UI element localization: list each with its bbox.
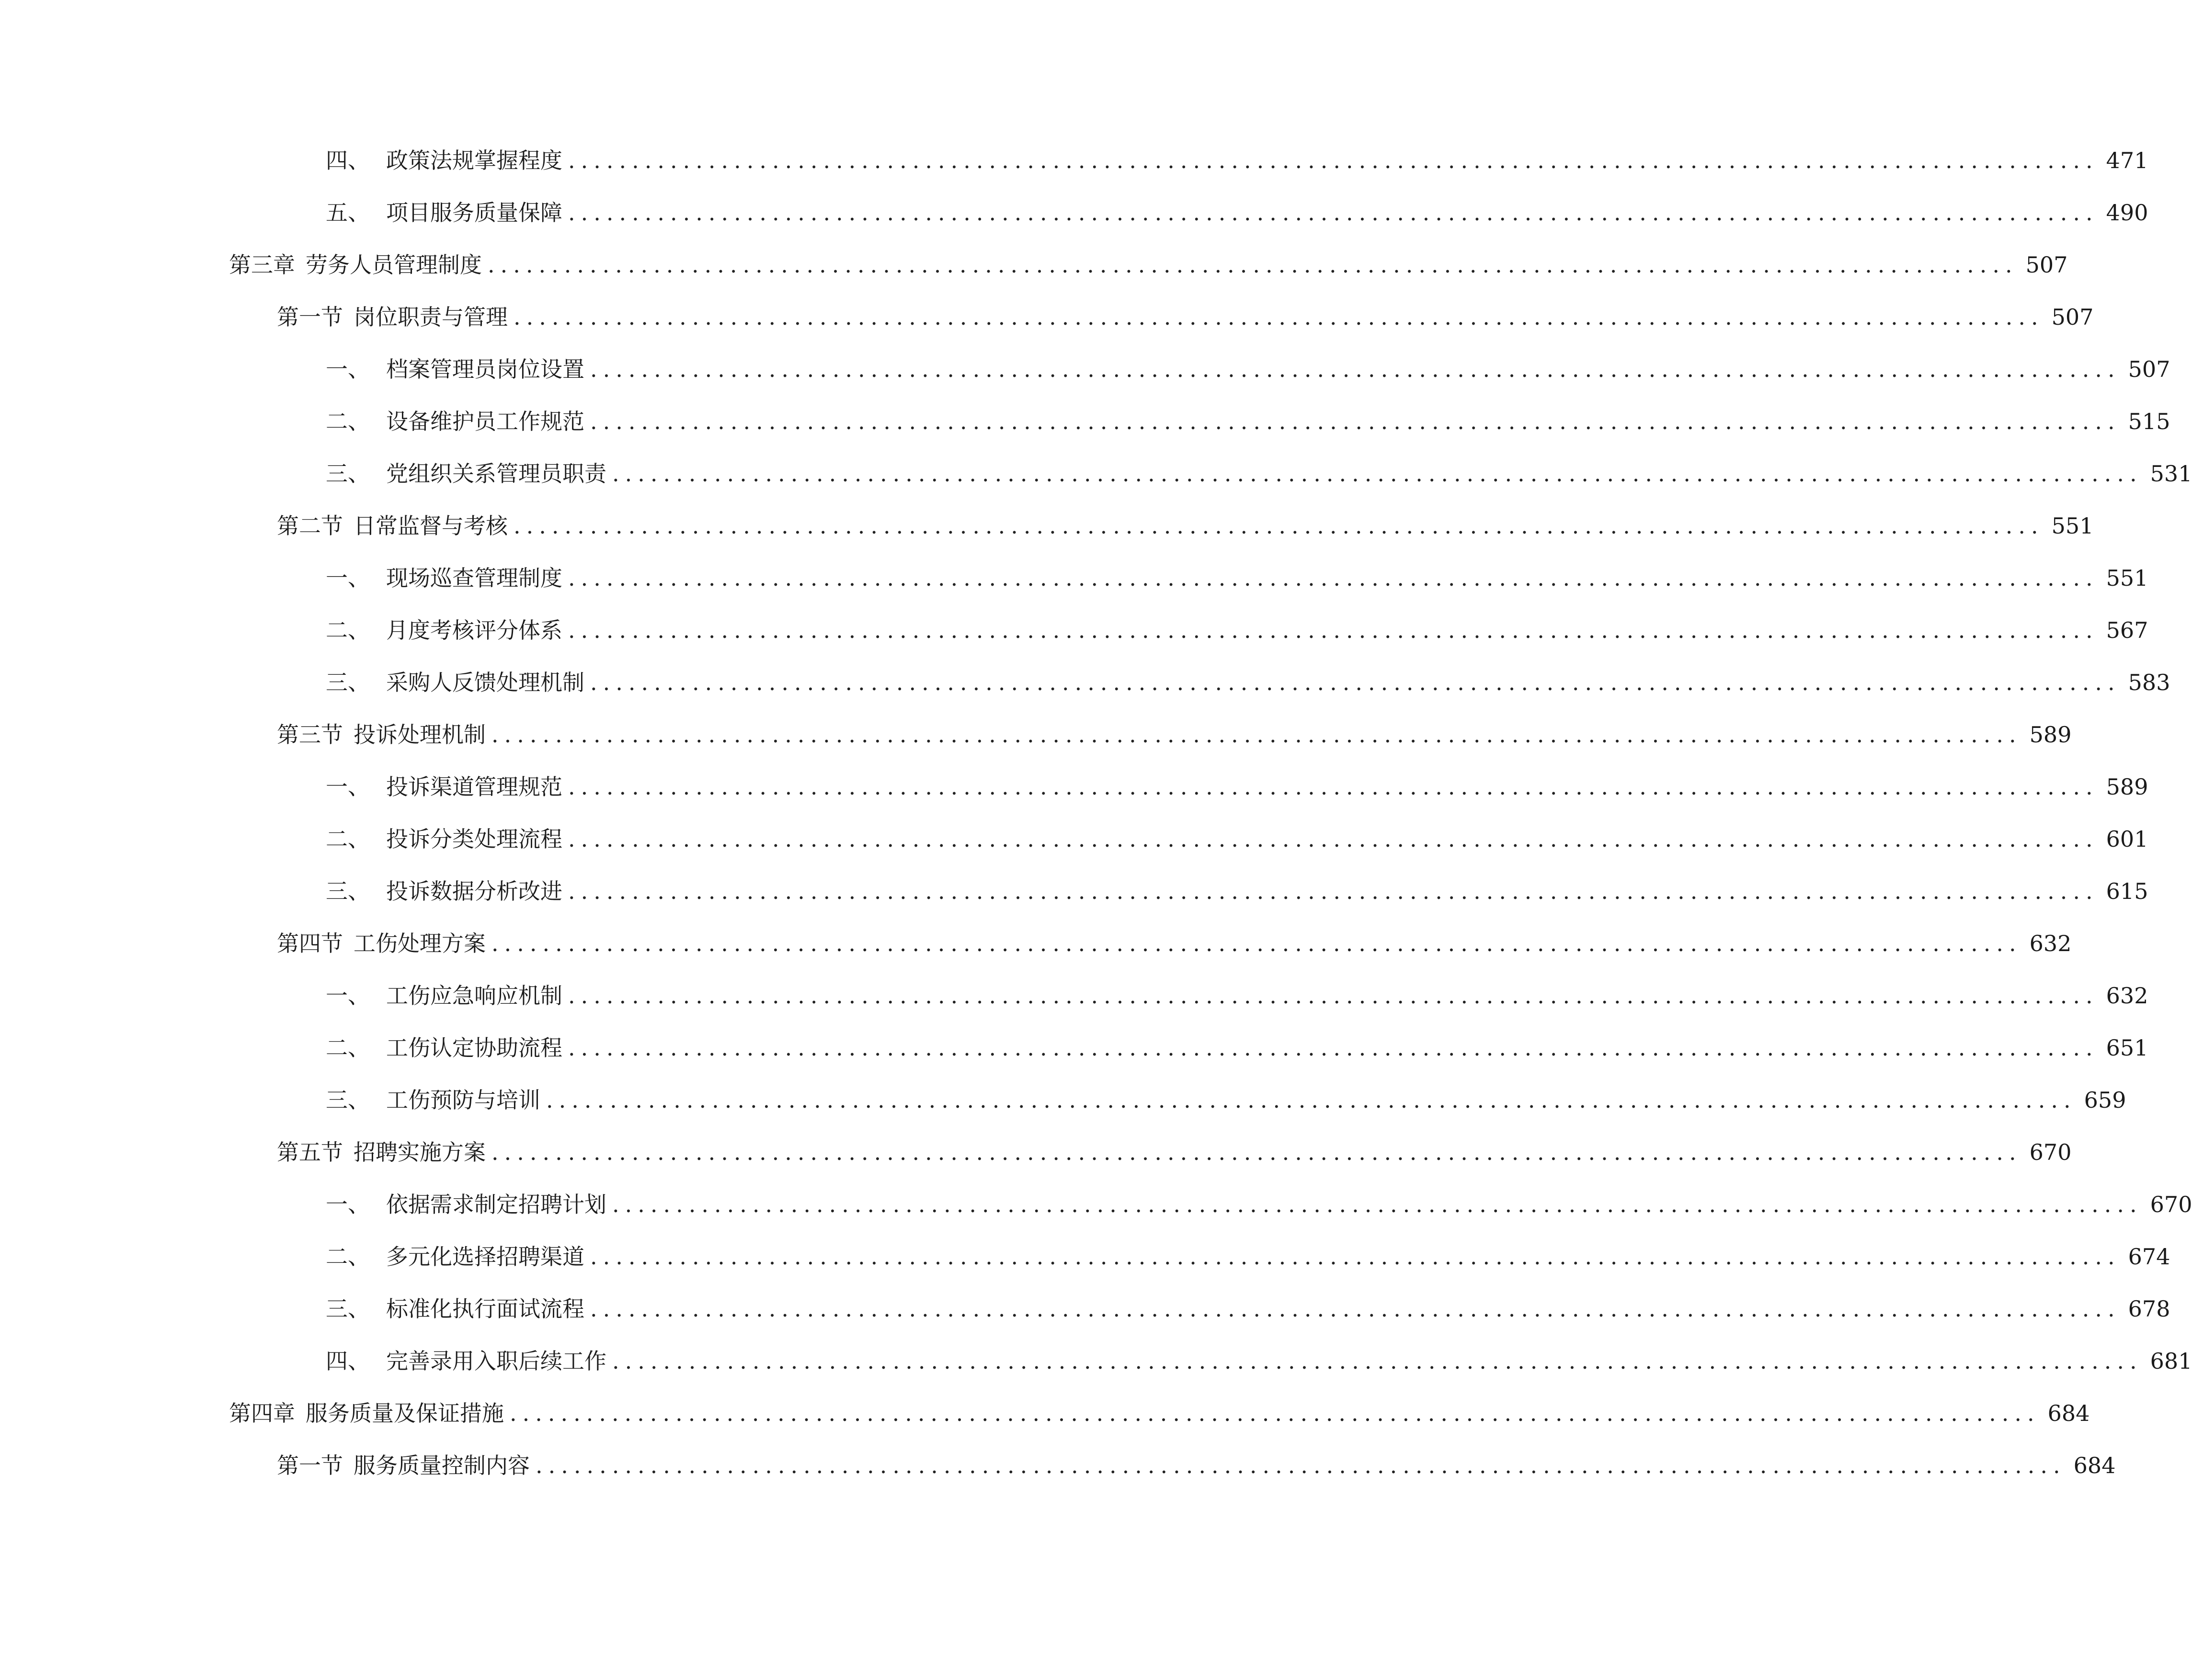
toc-entry[interactable] <box>0 141 2148 180</box>
toc-entry[interactable] <box>0 976 2148 1015</box>
toc-entry-page: 681 <box>2150 1348 2192 1374</box>
toc-dot-leader: ........................................................................................................................ <box>568 200 2099 226</box>
toc-entry-number: 四、 <box>326 1348 370 1374</box>
toc-entry-title: 投诉处理机制 <box>354 722 486 748</box>
toc-entry-number: 第四章 <box>229 1400 295 1426</box>
toc-entry[interactable] <box>0 454 2192 493</box>
toc-entry-title: 服务质量及保证措施 <box>306 1400 504 1426</box>
toc-entry-number: 二、 <box>326 1244 370 1270</box>
toc-entry[interactable] <box>0 715 2072 754</box>
toc-entry-title: 劳务人员管理制度 <box>306 252 482 278</box>
toc-dot-leader: ........................................................................................................................ <box>491 931 2022 956</box>
toc-entry[interactable] <box>0 1029 2148 1067</box>
toc-entry[interactable] <box>0 402 2170 441</box>
toc-entry-number: 三、 <box>326 670 370 695</box>
toc-entry-page: 589 <box>2029 722 2072 748</box>
toc-entry[interactable] <box>0 246 2068 284</box>
toc-entry-title: 工伤处理方案 <box>354 931 486 956</box>
toc-entry-number: 第三节 <box>277 722 343 748</box>
toc-entry-page: 632 <box>2029 931 2072 956</box>
toc-entry-number: 第三章 <box>229 252 295 278</box>
toc-entry-title: 招聘实施方案 <box>354 1139 486 1165</box>
toc-entry-page: 670 <box>2150 1192 2192 1217</box>
toc-entry[interactable] <box>0 1185 2192 1224</box>
toc-entry-number: 二、 <box>326 409 370 434</box>
toc-entry[interactable] <box>0 1342 2192 1380</box>
toc-entry-page: 471 <box>2106 148 2148 173</box>
toc-entry-title: 投诉渠道管理规范 <box>386 774 562 800</box>
toc-entry-number: 一、 <box>326 1192 370 1217</box>
toc-entry-page: 674 <box>2128 1244 2170 1270</box>
toc-entry-page: 507 <box>2025 252 2068 278</box>
toc-dot-leader: ........................................................................................................................ <box>612 1348 2143 1374</box>
toc-dot-leader: ........................................................................................................................ <box>491 722 2022 748</box>
toc-entry-title: 月度考核评分体系 <box>386 617 562 643</box>
toc-entry-title: 工伤应急响应机制 <box>386 983 562 1009</box>
toc-entry-page: 684 <box>2073 1453 2116 1478</box>
toc-entry-title: 投诉数据分析改进 <box>386 878 562 904</box>
toc-entry-number: 二、 <box>326 826 370 852</box>
toc-dot-leader: ........................................................................................................................ <box>514 304 2044 330</box>
toc-entry-page: 670 <box>2029 1139 2072 1165</box>
toc-dot-leader: ........................................................................................................................ <box>536 1453 2066 1478</box>
toc-entry-title: 依据需求制定招聘计划 <box>386 1192 606 1217</box>
toc-entry[interactable] <box>0 1394 2090 1432</box>
toc-dot-leader: ........................................................................................................................ <box>612 461 2143 487</box>
toc-entry[interactable] <box>0 820 2148 858</box>
toc-dot-leader: ........................................................................................................................ <box>546 1087 2077 1113</box>
toc-entry[interactable] <box>0 1081 2126 1119</box>
toc-dot-leader: ........................................................................................................................ <box>488 252 2018 278</box>
toc-entry-title: 多元化选择招聘渠道 <box>386 1244 584 1270</box>
toc-dot-leader: ........................................................................................................................ <box>590 1296 2121 1322</box>
toc-entry-number: 第一节 <box>277 304 343 330</box>
toc-entry-title: 标准化执行面试流程 <box>386 1296 584 1322</box>
toc-entry-page: 632 <box>2106 983 2148 1009</box>
toc-entry-page: 684 <box>2047 1400 2090 1426</box>
toc-entry[interactable] <box>0 507 2094 545</box>
toc-dot-leader: ........................................................................................................................ <box>491 1139 2022 1165</box>
toc-entry-title: 工伤认定协助流程 <box>386 1035 562 1061</box>
toc-entry-number: 二、 <box>326 1035 370 1061</box>
toc-entry-page: 507 <box>2051 304 2094 330</box>
toc-entry-title: 日常监督与考核 <box>354 513 508 539</box>
toc-entry-page: 659 <box>2084 1087 2126 1113</box>
toc-entry[interactable] <box>0 350 2170 388</box>
toc-entry[interactable] <box>0 193 2148 232</box>
toc-entry[interactable] <box>0 611 2148 649</box>
toc-entry-number: 第四节 <box>277 931 343 956</box>
toc-entry[interactable] <box>0 768 2148 806</box>
toc-entry-page: 567 <box>2106 617 2148 643</box>
toc-entry-title: 服务质量控制内容 <box>354 1453 530 1478</box>
toc-entry-title: 党组织关系管理员职责 <box>386 461 606 487</box>
toc-entry-page: 589 <box>2106 774 2148 800</box>
toc-entry-number: 第一节 <box>277 1453 343 1478</box>
toc-entry-number: 一、 <box>326 983 370 1009</box>
toc-entry-title: 采购人反馈处理机制 <box>386 670 584 695</box>
toc-entry-page: 515 <box>2128 409 2170 434</box>
toc-entry-title: 岗位职责与管理 <box>354 304 508 330</box>
toc-entry-page: 601 <box>2106 826 2148 852</box>
toc-dot-leader: ........................................................................................................................ <box>568 617 2099 643</box>
toc-entry-page: 551 <box>2106 565 2148 591</box>
toc-entry-title: 政策法规掌握程度 <box>386 148 562 173</box>
toc-dot-leader: ........................................................................................................................ <box>568 878 2099 904</box>
toc-entry-number: 第二节 <box>277 513 343 539</box>
toc-entry-page: 651 <box>2106 1035 2148 1061</box>
toc-entry[interactable] <box>0 1446 2116 1485</box>
toc-entry-number: 四、 <box>326 148 370 173</box>
toc-entry[interactable] <box>0 1237 2170 1276</box>
toc-dot-leader: ........................................................................................................................ <box>590 409 2121 434</box>
toc-entry-number: 三、 <box>326 878 370 904</box>
toc-entry[interactable] <box>0 872 2148 910</box>
toc-dot-leader: ........................................................................................................................ <box>568 774 2099 800</box>
toc-entry-page: 615 <box>2106 878 2148 904</box>
toc-entry-number: 五、 <box>326 200 370 226</box>
toc-dot-leader: ........................................................................................................................ <box>568 1035 2099 1061</box>
toc-dot-leader: ........................................................................................................................ <box>514 513 2044 539</box>
toc-dot-leader: ........................................................................................................................ <box>568 148 2099 173</box>
toc-entry-number: 一、 <box>326 774 370 800</box>
toc-entry-number: 第五节 <box>277 1139 343 1165</box>
toc-dot-leader: ........................................................................................................................ <box>568 565 2099 591</box>
toc-entry-number: 三、 <box>326 461 370 487</box>
toc-entry-page: 531 <box>2150 461 2192 487</box>
toc-entry-page: 551 <box>2051 513 2094 539</box>
toc-entry-title: 设备维护员工作规范 <box>386 409 584 434</box>
toc-entry[interactable] <box>0 663 2170 702</box>
toc-entry-title: 档案管理员岗位设置 <box>386 356 584 382</box>
toc-dot-leader: ........................................................................................................................ <box>510 1400 2040 1426</box>
toc-dot-leader: ........................................................................................................................ <box>590 356 2121 382</box>
toc-entry-number: 二、 <box>326 617 370 643</box>
toc-dot-leader: ........................................................................................................................ <box>590 1244 2121 1270</box>
toc-dot-leader: ........................................................................................................................ <box>590 670 2121 695</box>
toc-entry[interactable] <box>0 298 2094 336</box>
toc-entry-title: 项目服务质量保障 <box>386 200 562 226</box>
toc-entry-number: 一、 <box>326 565 370 591</box>
toc-entry-page: 507 <box>2128 356 2170 382</box>
toc-entry-page: 678 <box>2128 1296 2170 1322</box>
toc-entry-title: 现场巡查管理制度 <box>386 565 562 591</box>
toc-entry-page: 583 <box>2128 670 2170 695</box>
toc-entry-title: 工伤预防与培训 <box>386 1087 540 1113</box>
toc-entry-number: 一、 <box>326 356 370 382</box>
toc-entry-page: 490 <box>2106 200 2148 226</box>
toc-entry-title: 投诉分类处理流程 <box>386 826 562 852</box>
toc-entry[interactable] <box>0 924 2072 963</box>
toc-dot-leader: ........................................................................................................................ <box>568 983 2099 1009</box>
toc-entry-number: 三、 <box>326 1296 370 1322</box>
toc-entry[interactable] <box>0 1290 2170 1328</box>
toc-entry[interactable] <box>0 559 2148 597</box>
toc-entry-title: 完善录用入职后续工作 <box>386 1348 606 1374</box>
toc-entry-number: 三、 <box>326 1087 370 1113</box>
toc-entry[interactable] <box>0 1133 2072 1171</box>
toc-dot-leader: ........................................................................................................................ <box>612 1192 2143 1217</box>
toc-dot-leader: ........................................................................................................................ <box>568 826 2099 852</box>
